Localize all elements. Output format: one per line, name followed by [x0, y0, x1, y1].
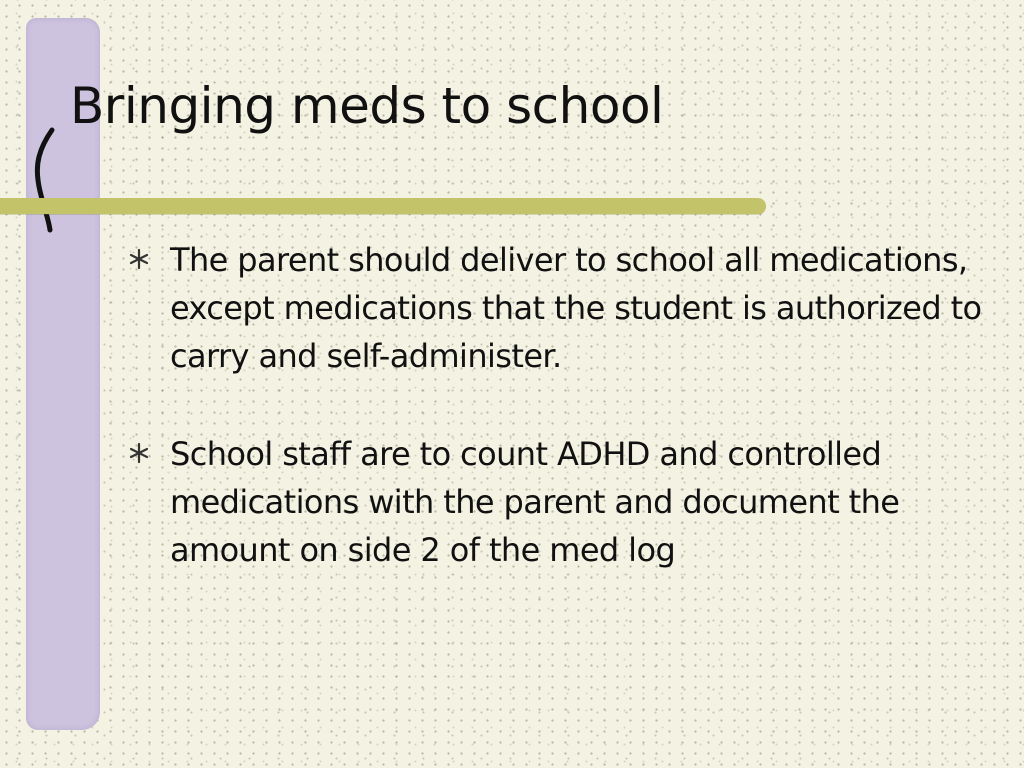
list-item: [128, 236, 988, 380]
slide-title: Bringing meds to school: [70, 77, 664, 135]
bullet-text: The parent should deliver to school all medications, except medications that the student is authorized to carry and self-administer.: [170, 241, 982, 375]
asterisk-bullet-icon: [128, 248, 150, 270]
bullet-list: [128, 236, 988, 574]
bullet-text: School staff are to count ADHD and controlled medications with the parent and document the amount on side 2 of the med log: [170, 435, 900, 569]
asterisk-bullet-icon: [128, 442, 150, 464]
list-item: [128, 430, 988, 574]
curly-bracket-icon: [28, 120, 68, 240]
title-underline-rule: [0, 198, 766, 214]
